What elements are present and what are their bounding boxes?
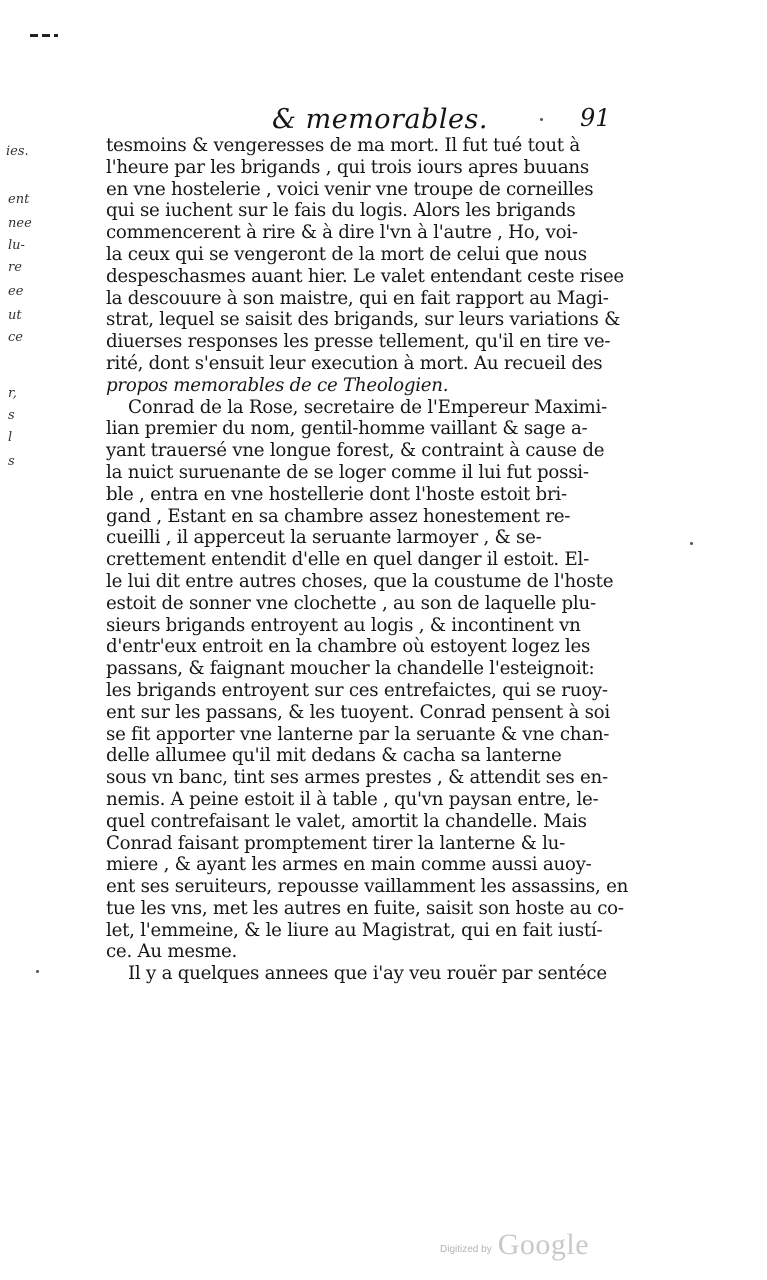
text-line: nemis. A peine estoit il à table , qu'vn paysan entre, le- xyxy=(106,788,599,810)
body-text xyxy=(106,135,629,985)
text-line: cueilli , il apperceut la seruante larmoyer , & se- xyxy=(106,527,542,549)
text-line: qui se iuchent sur le fais du logis. Alors les brigands xyxy=(106,200,576,222)
text-line: crettement entendit d'elle en quel danger il estoit. El- xyxy=(106,549,589,571)
text-line: estoit de sonner vne clochette , au son de laquelle plu- xyxy=(106,592,596,614)
ink-speck xyxy=(690,542,693,545)
margin-fragment: ce xyxy=(8,330,23,345)
text-line: yant trauersé vne longue forest, & contraint à cause de xyxy=(106,440,605,462)
text-line: strat, lequel se saisit des brigands, sur leurs variations & xyxy=(106,309,621,331)
text-line: delle allumee qu'il mit dedans & cacha sa lanterne xyxy=(106,745,562,767)
text-line: Conrad faisant promptement tirer la lanterne & lu- xyxy=(106,832,566,854)
ink-speck xyxy=(36,970,39,973)
text-line: ent ses seruiteurs, repousse vaillamment les assassins, en xyxy=(106,876,629,898)
text-line: rité, dont s'ensuit leur execution à mort. Au recueil des xyxy=(106,352,603,374)
text-line: gand , Estant en sa chambre assez honestement re- xyxy=(106,505,571,527)
text-line: se fit apporter vne lanterne par la seruante & vne chan- xyxy=(106,723,610,745)
page-corner-mark xyxy=(30,34,64,38)
paragraph-start-line: Il y a quelques annees que i'ay veu rouër par sentéce xyxy=(128,963,607,985)
margin-fragment: ut xyxy=(8,308,22,323)
margin-fragment: s xyxy=(8,454,15,469)
text-line: la descouure à son maistre, qui en fait rapport au Magi- xyxy=(106,287,609,309)
text-line: diuerses responses les presse tellement, qu'il en tire ve- xyxy=(106,331,611,353)
text-line: sous vn banc, tint ses armes prestes , & attendit ses en- xyxy=(106,767,608,789)
margin-fragment: r, xyxy=(8,386,17,401)
digitized-by-google-watermark xyxy=(440,1226,589,1262)
text-line: let, l'emmeine, & le liure au Magistrat, qui en fait iustí- xyxy=(106,919,603,941)
ink-speck xyxy=(540,118,543,121)
margin-fragment: lu- xyxy=(8,238,25,253)
text-line: d'entr'eux entroit en la chambre où estoyent logez les xyxy=(106,636,591,658)
margin-fragment: nee xyxy=(8,216,32,231)
page-number: 91 xyxy=(580,104,611,132)
citation-line: propos memorables de ce Theologien. xyxy=(106,374,449,396)
text-line: l'heure par les brigands , qui trois iours apres buuans xyxy=(106,156,589,178)
text-line: quel contrefaisant le valet, amortit la chandelle. Mais xyxy=(106,810,587,832)
text-line: tesmoins & vengeresses de ma mort. Il fut tué tout à xyxy=(106,135,580,156)
text-line: tue les vns, met les autres en fuite, saisit son hoste au co- xyxy=(106,897,624,919)
margin-fragment: ies. xyxy=(6,144,29,159)
left-margin-fragments xyxy=(0,130,40,490)
text-line: despeschasmes auant hier. Le valet entendant ceste risee xyxy=(106,265,624,287)
text-line: ble , entra en vne hostellerie dont l'hoste estoit bri- xyxy=(106,483,567,505)
text-line: en vne hostelerie , voici venir vne troupe de corneilles xyxy=(106,178,594,200)
margin-fragment: l xyxy=(8,430,13,445)
digitized-label: Digitized by xyxy=(440,1244,492,1255)
text-line: le lui dit entre autres choses, que la coustume de l'hoste xyxy=(106,570,614,592)
google-logo: Google xyxy=(497,1228,590,1261)
margin-fragment: re xyxy=(8,260,22,275)
text-line: commencerent à rire & à dire l'vn à l'autre , Ho, voi- xyxy=(106,222,578,244)
text-line: sieurs brigands entroyent au logis , & incontinent vn xyxy=(106,614,581,636)
text-line: la ceux qui se vengeront de la mort de celui que nous xyxy=(106,243,587,265)
margin-fragment: ee xyxy=(8,284,24,299)
citation-line: ce. Au mesme. xyxy=(106,941,238,963)
text-line: lian premier du nom, gentil-homme vaillant & sage a- xyxy=(106,418,588,440)
margin-fragment: s xyxy=(8,408,15,423)
text-line: les brigands entroyent sur ces entrefaictes, qui se ruoy- xyxy=(106,679,608,701)
paragraph-start-line: Conrad de la Rose, secretaire de l'Empereur Maximi- xyxy=(128,396,607,418)
margin-fragment: ent xyxy=(8,192,30,207)
text-line: ent sur les passans, & les tuoyent. Conrad pensent à soi xyxy=(106,701,610,723)
text-line: la nuict suruenante de se loger comme il lui fut possi- xyxy=(106,461,589,483)
running-head: & memorables. xyxy=(272,104,488,135)
text-line: miere , & ayant les armes en main comme aussi auoy- xyxy=(106,854,592,876)
text-line: passans, & faignant moucher la chandelle l'esteignoit: xyxy=(106,658,595,680)
